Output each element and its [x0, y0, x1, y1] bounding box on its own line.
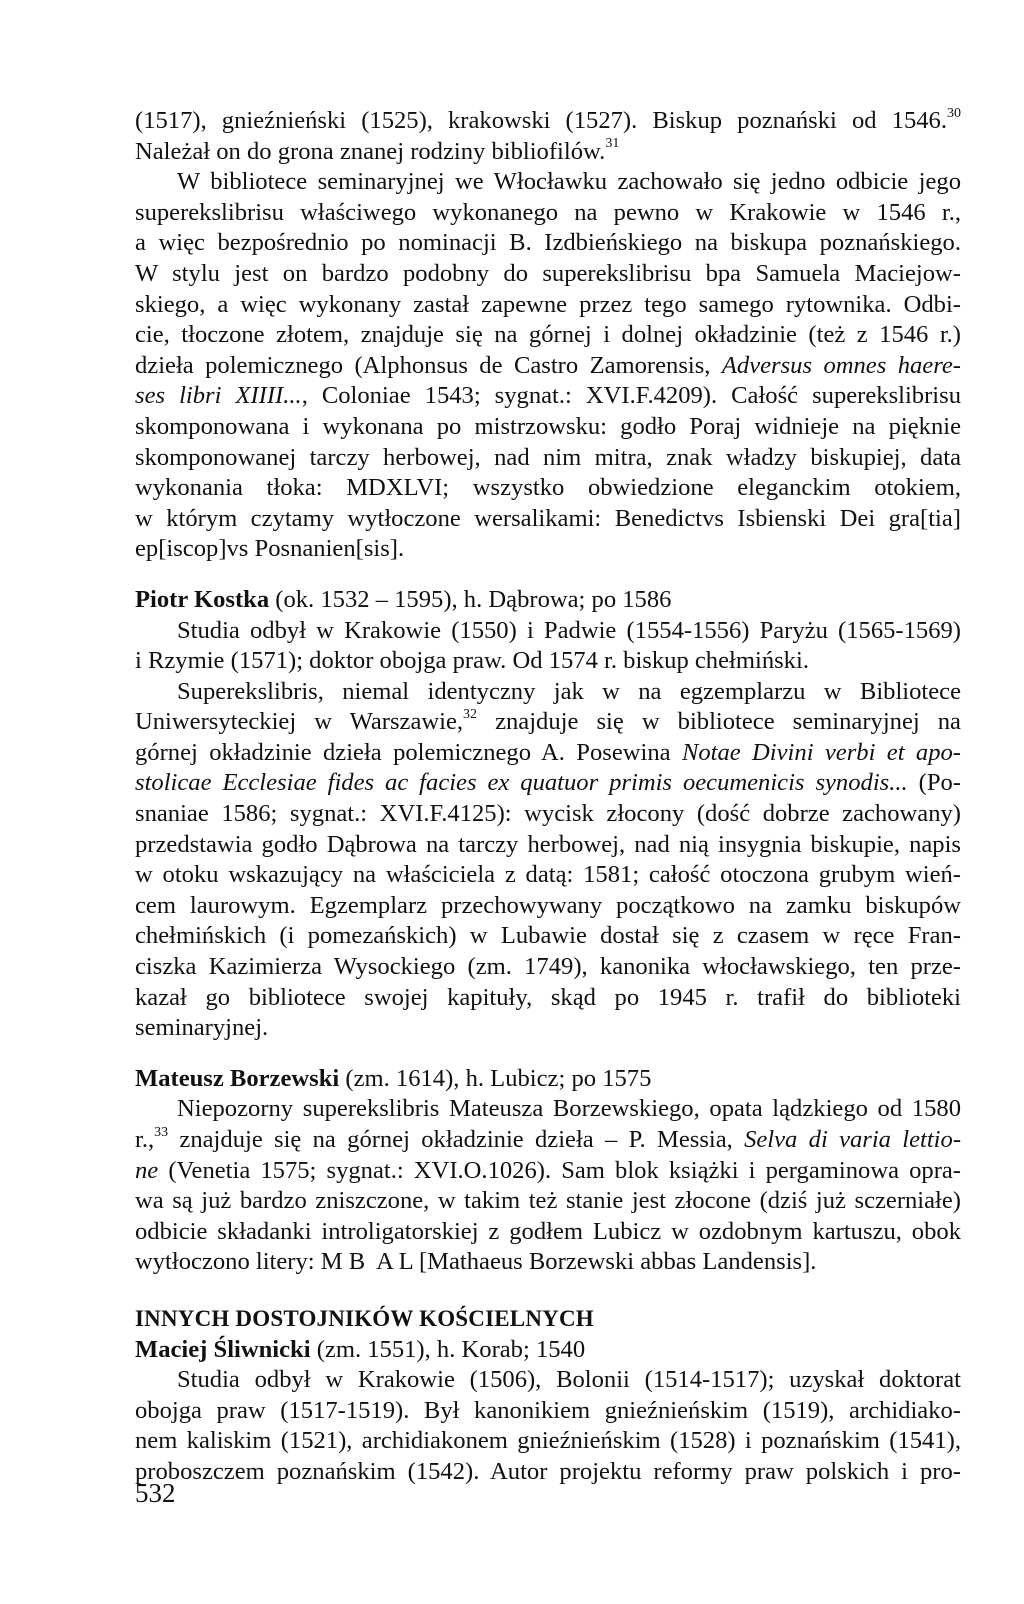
entry-heading: Piotr Kostka (ok. 1532 – 1595), h. Dąbrowa; po 1586: [135, 585, 672, 613]
text-line: ne (Venetia 1575; sygnat.: XVI.O.1026). Sam blok książki i pergaminowa opra-: [135, 1156, 961, 1184]
text-line: Niepozorny superekslibris Mateusza Borzewskiego, opata lądzkiego od 1580: [177, 1095, 961, 1123]
footnote-ref: 31: [605, 136, 620, 152]
text-line: ses libri XIIII..., Coloniae 1543; sygnat.: XVI.F.4209). Całość superekslibrisu: [135, 382, 961, 410]
text-line: snaniae 1586; sygnat.: XVI.F.4125): wycisk złocony (dość dobrze zachowany): [135, 800, 961, 828]
text-line: W stylu jest on bardzo podobny do superekslibrisu bpa Samuela Maciejow-: [135, 259, 961, 287]
text-line: Należał on do grona znanej rodziny bibliofilów.$^{31}$: [135, 136, 620, 165]
text-line: stolicae Ecclesiae fides ac facies ex quatuor primis oecumenicis synodis... (Po-: [135, 769, 961, 797]
book-title: ses libri XIIII...: [135, 382, 302, 410]
text-line: kazał go bibliotece swojej kapituły, skąd po 1945 r. trafił do biblioteki: [135, 983, 961, 1011]
entry-name: Mateusz Borzewski: [135, 1064, 340, 1092]
text-line: górnej okładzinie dzieła polemicznego A. Posewina Notae Divini verbi et apo-: [135, 738, 961, 766]
text-line: i Rzymie (1571); doktor obojga praw. Od 1574 r. biskup chełmiński.: [135, 647, 809, 675]
text-line: a więc bezpośrednio po nominacji B. Izdbieńskiego na biskupa poznańskiego.: [135, 229, 961, 257]
footnote-ref: 32: [463, 707, 478, 723]
text-line: proboszczem poznańskim (1542). Autor projektu reformy praw polskich i pro-: [135, 1457, 961, 1485]
footnote-ref: 30: [947, 105, 961, 121]
text-line: skomponowanej tarczy herbowej, nad nim mitra, znak władzy biskupiej, data: [135, 443, 961, 471]
section-title: INNYCH DOSTOJNIKÓW KOŚCIELNYCH: [135, 1305, 594, 1331]
text-line: superekslibrisu właściwego wykonanego na pewno w Krakowie w 1546 r.,: [135, 198, 961, 226]
text-line: skiego, a więc wykonany zastał zapewne przez tego samego rytownika. Odbi-: [135, 290, 961, 318]
text-line: ep[iscop]vs Posnanien[sis].: [135, 535, 405, 563]
book-title: Adversus omnes haere-: [721, 351, 961, 379]
text-line: w otoku wskazujący na właściciela z datą: 1581; całość otoczona grubym wień-: [135, 861, 961, 889]
entry-heading: Mateusz Borzewski (zm. 1614), h. Lubicz; po 1575: [135, 1064, 652, 1092]
book-title: Selva di varia lettio-: [744, 1126, 962, 1153]
book-title: stolicae Ecclesiae fides ac facies ex quatuor primis oecumenicis synodis...: [135, 769, 908, 797]
entry-heading: Maciej Śliwnicki (zm. 1551), h. Korab; 1540: [135, 1335, 586, 1363]
text-line: wykonania tłoka: MDXLVI; wszystko obwiedzione eleganckim otokiem,: [135, 474, 961, 502]
text-line: Uniwersyteckiej w Warszawie,$^{32}$ znajduje się w bibliotece seminaryjnej na: [135, 707, 961, 736]
text-line: wa są już bardzo zniszczone, w takim też stanie jest złocone (dziś już sczerniałe): [135, 1187, 961, 1215]
text-line: obojga praw (1517-1519). Był kanonikiem gnieźnieńskim (1519), archidiako-: [135, 1396, 961, 1424]
text-line: chełmińskich (i pomezańskich) w Lubawie dostał się z czasem w ręce Fran-: [135, 922, 961, 950]
book-title: ne: [135, 1156, 159, 1184]
entry-name: Piotr Kostka: [135, 585, 270, 613]
text-line: wytłoczono litery: M B A L [Mathaeus Borzewski abbas Landensis].: [135, 1248, 817, 1276]
entry-name: Maciej Śliwnicki: [135, 1335, 311, 1363]
text-line: r.,$^{33}$ znajduje się na górnej okładzinie dzieła – P. Messia, Selva di varia lettio-: [135, 1124, 962, 1153]
text-line: seminaryjnej.: [135, 1014, 269, 1042]
text-line: w którym czytamy wytłoczone wersalikami: Benedictvs Isbienski Dei gra[tia]: [135, 504, 961, 532]
text-line: skomponowana i wykonana po mistrzowsku: godło Poraj widnieje na pięknie: [135, 412, 961, 440]
page-number: 532: [135, 1478, 176, 1508]
text-line: cem laurowym. Egzemplarz przechowywany początkowo na zamku biskupów: [135, 891, 961, 919]
text-line: dzieła polemicznego (Alphonsus de Castro Zamorensis, Adversus omnes haere-: [135, 351, 961, 379]
text-line: przedstawia godło Dąbrowa na tarczy herbowej, nad nią insygnia biskupie, napis: [135, 830, 961, 858]
text-line: Superekslibris, niemal identyczny jak w na egzemplarzu w Bibliotece: [177, 677, 961, 705]
text-line: ciszka Kazimierza Wysockiego (zm. 1749), kanonika włocławskiego, ten prze-: [135, 953, 961, 981]
text-line: (1517), gnieźnieński (1525), krakowski (1527). Biskup poznański od 1546.30: [135, 105, 961, 134]
text-line: odbicie składanki introligatorskiej z godłem Lubicz w ozdobnym kartuszu, obok: [135, 1217, 961, 1245]
text-line: W bibliotece seminaryjnej we Włocławku zachowało się jedno odbicie jego: [177, 168, 961, 196]
text-line: Studia odbył w Krakowie (1506), Bolonii (1514-1517); uzyskał doktorat: [177, 1366, 961, 1394]
text-line: nem kaliskim (1521), archidiakonem gnieźnieńskim (1528) i poznańskim (1541),: [135, 1427, 961, 1455]
page-body: [135, 106, 961, 1488]
text-line: cie, tłoczone złotem, znajduje się na górnej i dolnej okładzinie (też z 1546 r.): [135, 321, 961, 349]
book-title: Notae Divini verbi et apo-: [681, 738, 961, 766]
footnote-ref: 33: [154, 1124, 169, 1140]
text-line: Studia odbył w Krakowie (1550) i Padwie (1554-1556) Paryżu (1565-1569): [177, 616, 961, 644]
